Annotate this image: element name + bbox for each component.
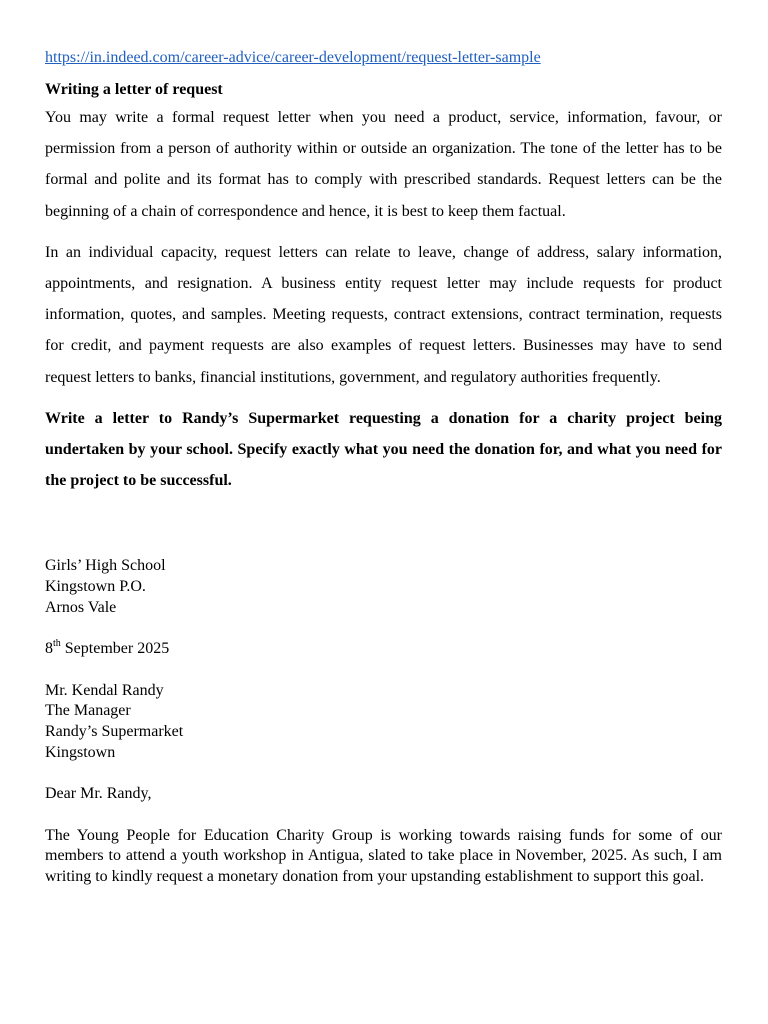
intro-paragraph: You may write a formal request letter when you need a product, service, information, favour, or permission from a person of authority within or outside an organization. The tone of the letter has to be formal and polite and its format has to comply with prescribed standards. Request letters can be the beginning of a chain of correspondence and hence, it is best to keep them factual. [45, 109, 722, 220]
letter-date [45, 639, 722, 660]
recipient-address [45, 681, 722, 763]
sender-address-line: Girls’ High School [45, 557, 166, 575]
letter-body-paragraph: The Young People for Education Charity Group is working towards raising funds for some of our members to attend a youth workshop in Antigua, slated to take place in November, 2025. As such, I am writing to kindly request a monetary donation from your upstanding establishment to support this goal. [45, 826, 722, 885]
section-heading: Writing a letter of request [45, 81, 223, 98]
document-page [45, 46, 722, 888]
date-rest: September 2025 [60, 640, 170, 658]
examples-paragraph: In an individual capacity, request letters can relate to leave, change of address, salary information, appointments, and resignation. A business entity request letter may include requests for product information, quotes, and samples. Meeting requests, contract extensions, contract termination, requests for credit, and payment requests are also examples of request letters. Businesses may have to send request letters to banks, financial institutions, government, and regulatory authorities frequently. [45, 243, 722, 386]
recipient-address-line: Randy’s Supermarket [45, 723, 184, 740]
date-suffix: th [53, 637, 61, 649]
sample-letter [45, 556, 722, 887]
source-link[interactable]: https://in.indeed.com/career-advice/career-development/request-letter-sample [45, 49, 541, 66]
task-prompt: Write a letter to Randy’s Supermarket requesting a donation for a charity project being undertaken by your school. Specify exactly what you need the donation for, and what you need for the project to be successful. [45, 409, 722, 490]
sender-address [45, 556, 722, 618]
sender-address-line: Arnos Vale [45, 598, 117, 616]
salutation: Dear Mr. Randy, [45, 785, 152, 803]
sender-address-line: Kingstown P.O. [45, 578, 146, 596]
recipient-address-line: The Manager [45, 702, 131, 720]
date-day: 8 [45, 640, 53, 658]
recipient-address-line: Kingstown [45, 743, 116, 761]
recipient-address-line: Mr. Kendal Randy [45, 681, 164, 699]
